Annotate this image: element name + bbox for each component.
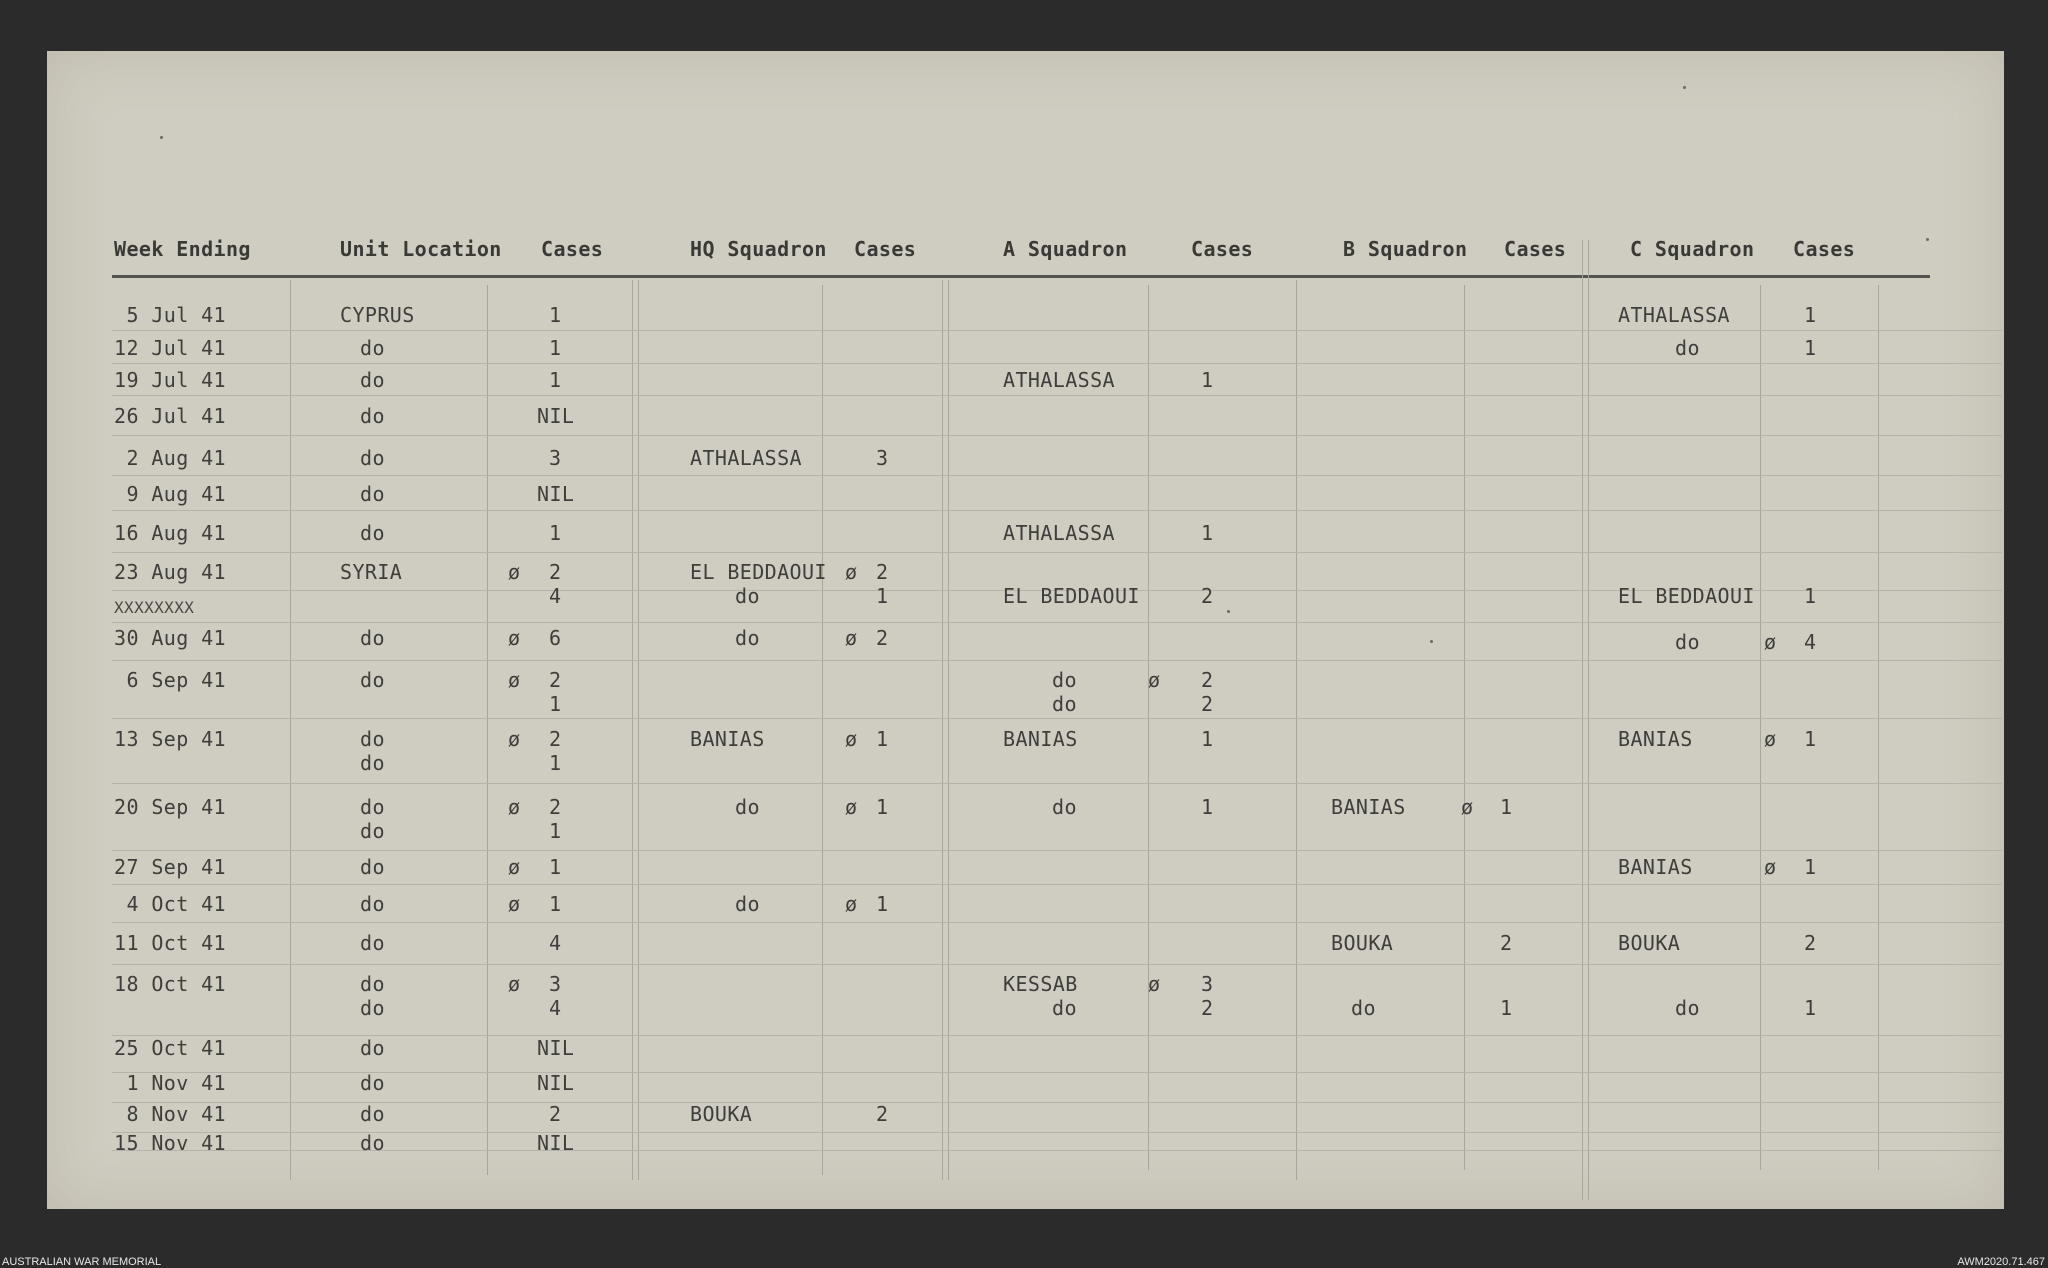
row-rule — [112, 1150, 2002, 1151]
hq-location-cell: do — [735, 795, 760, 819]
column-header-c-squadron: C Squadron — [1630, 237, 1755, 261]
week-ending-cell: 23 Aug 41 — [114, 560, 226, 584]
unit-location-cell: do — [360, 336, 385, 360]
footer-left: AUSTRALIAN WAR MEMORIAL — [2, 1256, 162, 1268]
unit-location-cell: do — [360, 1036, 385, 1060]
column-rule — [942, 280, 943, 1180]
b-cases-cell: 2 — [1500, 931, 1513, 955]
hq-location-cell: do — [735, 626, 760, 650]
week-ending-cell: 12 Jul 41 — [114, 336, 226, 360]
row-rule — [112, 435, 2002, 436]
a-location-cell: EL BEDDAOUI — [1003, 584, 1140, 608]
case-mark: ø — [845, 727, 858, 751]
paper-speck — [1926, 238, 1929, 241]
row-rule — [112, 884, 2002, 885]
column-rule — [948, 280, 949, 1180]
c-location-cell: BANIAS — [1618, 727, 1693, 751]
row-rule — [112, 395, 2002, 396]
week-ending-cell: 9 Aug 41 — [126, 482, 226, 506]
case-mark: ø — [1148, 668, 1161, 692]
c-location-cell: do — [1675, 336, 1700, 360]
unit-location-cell: do — [360, 996, 385, 1020]
case-mark: ø — [1461, 795, 1474, 819]
hq-cases-cell: 2 — [876, 560, 889, 584]
unit-location-cell: do — [360, 368, 385, 392]
unit-location-cell: do — [360, 892, 385, 916]
unit-location-cell: do — [360, 855, 385, 879]
unit-location-cell: do — [360, 404, 385, 428]
case-mark: ø — [1764, 727, 1777, 751]
week-ending-cell: 4 Oct 41 — [126, 892, 226, 916]
a-cases-cell: 1 — [1201, 368, 1214, 392]
cases-cell: 3 — [549, 972, 562, 996]
c-cases-cell: 2 — [1804, 931, 1817, 955]
row-rule — [112, 363, 2002, 364]
b-cases-cell: 1 — [1500, 795, 1513, 819]
hq-cases-cell: 1 — [876, 795, 889, 819]
case-mark: ø — [845, 560, 858, 584]
row-rule — [112, 1132, 2002, 1133]
case-mark: ø — [508, 668, 521, 692]
column-header-cases: Cases — [541, 237, 604, 261]
cases-cell: 4 — [549, 584, 562, 608]
column-rule — [487, 285, 488, 1175]
row-rule — [112, 1102, 2002, 1103]
c-cases-cell: 1 — [1804, 855, 1817, 879]
case-mark: ø — [508, 727, 521, 751]
case-mark: ø — [845, 626, 858, 650]
unit-location-cell: do — [360, 1102, 385, 1126]
case-mark: ø — [845, 892, 858, 916]
a-location-cell: BANIAS — [1003, 727, 1078, 751]
column-header-hq-squadron: HQ Squadron — [690, 237, 827, 261]
hq-location-cell: do — [735, 892, 760, 916]
column-rule — [1582, 240, 1583, 1200]
column-rule — [1760, 285, 1761, 1170]
unit-location-cell: do — [360, 1131, 385, 1155]
c-location-cell: do — [1675, 630, 1700, 654]
week-ending-cell: 11 Oct 41 — [114, 931, 226, 955]
case-mark: ø — [508, 795, 521, 819]
week-ending-cell: 20 Sep 41 — [114, 795, 226, 819]
paper-speck — [1430, 640, 1433, 643]
cases-cell: NIL — [537, 482, 575, 506]
c-cases-cell: 1 — [1804, 303, 1817, 327]
column-rule — [632, 280, 633, 1180]
case-mark: ø — [1764, 630, 1777, 654]
c-location-cell: BANIAS — [1618, 855, 1693, 879]
cases-cell: 6 — [549, 626, 562, 650]
row-rule — [112, 718, 2002, 719]
crossed-out-text: XXXXXXXX — [114, 598, 195, 617]
cases-cell: 2 — [549, 668, 562, 692]
hq-location-cell: do — [735, 584, 760, 608]
cases-cell: 1 — [549, 368, 562, 392]
hq-cases-cell: 1 — [876, 584, 889, 608]
row-rule — [112, 1072, 2002, 1073]
b-location-cell: BANIAS — [1331, 795, 1406, 819]
a-location-cell: do — [1052, 795, 1077, 819]
column-header-c-cases: Cases — [1793, 237, 1856, 261]
case-mark: ø — [508, 560, 521, 584]
column-rule — [822, 285, 823, 1175]
cases-cell: 1 — [549, 819, 562, 843]
cases-cell: 1 — [549, 303, 562, 327]
week-ending-cell: 25 Oct 41 — [114, 1036, 226, 1060]
a-location-cell: do — [1052, 668, 1077, 692]
column-rule — [1464, 285, 1465, 1170]
row-rule — [112, 964, 2002, 965]
unit-location-cell: do — [360, 972, 385, 996]
b-location-cell: BOUKA — [1331, 931, 1394, 955]
column-rule — [1148, 285, 1149, 1170]
paper-speck — [1227, 610, 1230, 613]
cases-cell: NIL — [537, 404, 575, 428]
a-cases-cell: 3 — [1201, 972, 1214, 996]
case-mark: ø — [1148, 972, 1161, 996]
case-mark: ø — [1764, 855, 1777, 879]
week-ending-cell: 18 Oct 41 — [114, 972, 226, 996]
footer-right: AWM2020.71.467 — [1957, 1256, 2045, 1268]
hq-location-cell: BANIAS — [690, 727, 765, 751]
row-rule — [112, 622, 2002, 623]
row-rule — [112, 783, 2002, 784]
week-ending-cell: 5 Jul 41 — [126, 303, 226, 327]
a-cases-cell: 1 — [1201, 795, 1214, 819]
column-header-b-cases: Cases — [1504, 237, 1567, 261]
unit-location-cell: do — [360, 521, 385, 545]
week-ending-cell: 30 Aug 41 — [114, 626, 226, 650]
week-ending-cell: 26 Jul 41 — [114, 404, 226, 428]
week-ending-cell: 6 Sep 41 — [126, 668, 226, 692]
unit-location-cell: do — [360, 1071, 385, 1095]
row-rule — [112, 922, 2002, 923]
unit-location-cell: do — [360, 668, 385, 692]
a-location-cell: ATHALASSA — [1003, 521, 1115, 545]
column-rule — [290, 280, 291, 1180]
week-ending-cell: 13 Sep 41 — [114, 727, 226, 751]
row-rule — [112, 850, 2002, 851]
row-rule — [112, 475, 2002, 476]
a-cases-cell: 1 — [1201, 521, 1214, 545]
cases-cell: 2 — [549, 1102, 562, 1126]
row-rule — [112, 330, 2002, 331]
case-mark: ø — [508, 626, 521, 650]
hq-cases-cell: 1 — [876, 892, 889, 916]
hq-location-cell: BOUKA — [690, 1102, 753, 1126]
week-ending-cell: 16 Aug 41 — [114, 521, 226, 545]
b-location-cell: do — [1351, 996, 1376, 1020]
header-rule — [112, 275, 1930, 278]
column-header-hq-cases: Cases — [854, 237, 917, 261]
row-rule — [112, 510, 2002, 511]
unit-location-cell: do — [360, 751, 385, 775]
cases-cell: 4 — [549, 931, 562, 955]
week-ending-cell: 1 Nov 41 — [126, 1071, 226, 1095]
week-ending-cell: 2 Aug 41 — [126, 446, 226, 470]
c-location-cell: EL BEDDAOUI — [1618, 584, 1755, 608]
cases-cell: 1 — [549, 692, 562, 716]
unit-location-cell: do — [360, 446, 385, 470]
cases-cell: 1 — [549, 892, 562, 916]
cases-cell: 4 — [549, 996, 562, 1020]
cases-cell: NIL — [537, 1036, 575, 1060]
c-location-cell: BOUKA — [1618, 931, 1681, 955]
a-cases-cell: 2 — [1201, 692, 1214, 716]
hq-cases-cell: 2 — [876, 626, 889, 650]
cases-cell: 2 — [549, 727, 562, 751]
column-header-b-squadron: B Squadron — [1343, 237, 1468, 261]
week-ending-cell: 27 Sep 41 — [114, 855, 226, 879]
c-cases-cell: 4 — [1804, 630, 1817, 654]
unit-location-cell: do — [360, 819, 385, 843]
c-location-cell: ATHALASSA — [1618, 303, 1730, 327]
c-cases-cell: 1 — [1804, 996, 1817, 1020]
hq-cases-cell: 1 — [876, 727, 889, 751]
a-cases-cell: 2 — [1201, 584, 1214, 608]
cases-cell: 2 — [549, 560, 562, 584]
b-cases-cell: 1 — [1500, 996, 1513, 1020]
row-rule — [112, 552, 2002, 553]
case-mark: ø — [508, 972, 521, 996]
hq-location-cell: EL BEDDAOUI — [690, 560, 827, 584]
case-mark: ø — [845, 795, 858, 819]
cases-cell: 1 — [549, 855, 562, 879]
column-rule — [1878, 285, 1879, 1170]
hq-cases-cell: 2 — [876, 1102, 889, 1126]
week-ending-cell: 8 Nov 41 — [126, 1102, 226, 1126]
a-cases-cell: 2 — [1201, 996, 1214, 1020]
case-mark: ø — [508, 892, 521, 916]
c-cases-cell: 1 — [1804, 727, 1817, 751]
a-cases-cell: 2 — [1201, 668, 1214, 692]
column-header-a-squadron: A Squadron — [1003, 237, 1128, 261]
c-location-cell: do — [1675, 996, 1700, 1020]
cases-cell: 1 — [549, 521, 562, 545]
cases-cell: 1 — [549, 336, 562, 360]
c-cases-cell: 1 — [1804, 584, 1817, 608]
column-header-unit-location: Unit Location — [340, 237, 502, 261]
cases-cell: 1 — [549, 751, 562, 775]
cases-cell: NIL — [537, 1131, 575, 1155]
column-rule — [638, 280, 639, 1180]
hq-cases-cell: 3 — [876, 446, 889, 470]
a-cases-cell: 1 — [1201, 727, 1214, 751]
case-mark: ø — [508, 855, 521, 879]
week-ending-cell: 19 Jul 41 — [114, 368, 226, 392]
column-rule — [1588, 240, 1589, 1200]
cases-cell: 2 — [549, 795, 562, 819]
cases-cell: NIL — [537, 1071, 575, 1095]
a-location-cell: KESSAB — [1003, 972, 1078, 996]
unit-location-cell: do — [360, 626, 385, 650]
column-header-a-cases: Cases — [1191, 237, 1254, 261]
unit-location-cell: do — [360, 482, 385, 506]
c-cases-cell: 1 — [1804, 336, 1817, 360]
unit-location-cell: do — [360, 727, 385, 751]
hq-location-cell: ATHALASSA — [690, 446, 802, 470]
week-ending-cell: 15 Nov 41 — [114, 1131, 226, 1155]
column-header-week-ending: Week Ending — [114, 237, 251, 261]
a-location-cell: do — [1052, 692, 1077, 716]
a-location-cell: do — [1052, 996, 1077, 1020]
cases-cell: 3 — [549, 446, 562, 470]
unit-location-cell: do — [360, 795, 385, 819]
paper-speck — [160, 136, 163, 139]
a-location-cell: ATHALASSA — [1003, 368, 1115, 392]
row-rule — [112, 1035, 2002, 1036]
paper-speck — [1683, 86, 1686, 89]
unit-location-cell: do — [360, 931, 385, 955]
column-rule — [1296, 280, 1297, 1180]
unit-location-cell: SYRIA — [340, 560, 403, 584]
row-rule — [112, 660, 2002, 661]
unit-location-cell: CYPRUS — [340, 303, 415, 327]
